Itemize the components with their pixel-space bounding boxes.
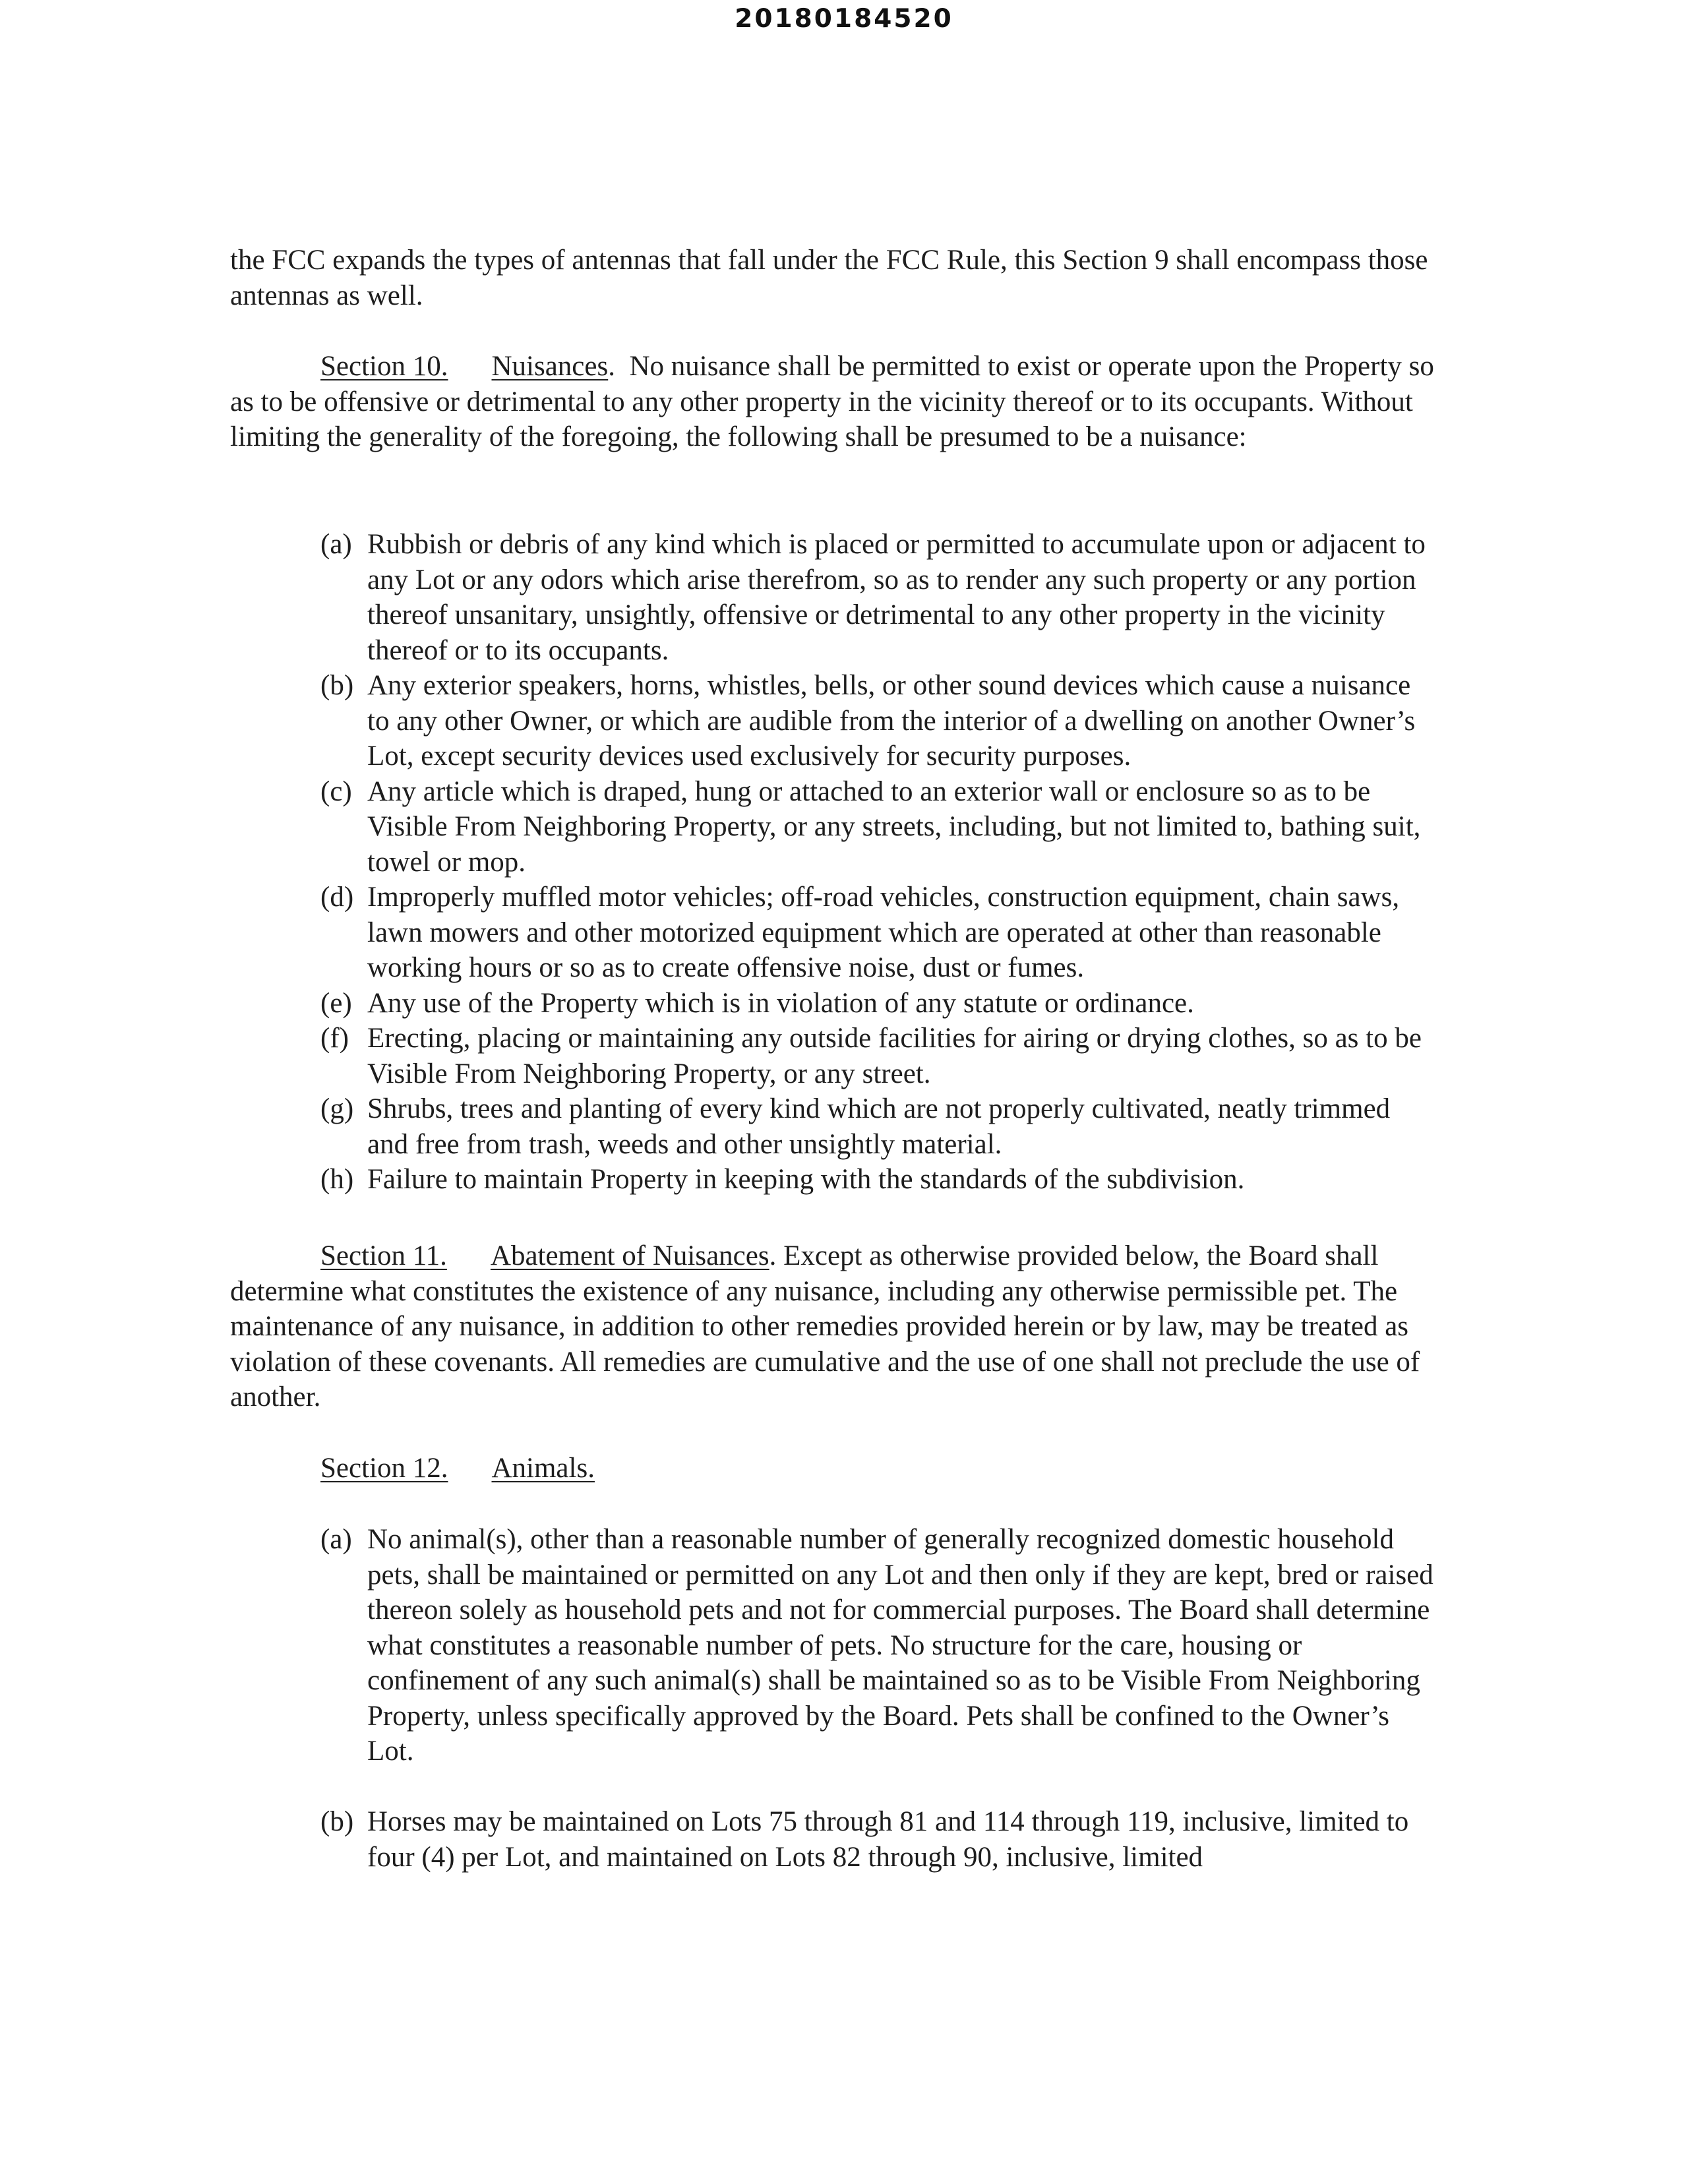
section-11	[230, 1238, 1437, 1415]
section-10	[230, 349, 1437, 455]
section-10-list	[230, 527, 1437, 1198]
list-item: (a) No animal(s), other than a reasonable number of generally recognized domestic household pets, shall be maintained or permitted on any Lot and then only if they are kept, bred or raised thereon solely as household pets and not for commercial purposes. The Board shall determine what constitutes a reasonable number of pets. No structure for the care, housing or confinement of any such animal(s) shall be maintained so as to be Visible From Neighboring Property, unless specifically approved by the Board. Pets shall be confined to the Owner’s Lot.	[320, 1524, 1433, 1767]
list-item: (a) Rubbish or debris of any kind which is placed or permitted to accumulate upon or adjacent to any Lot or any odors which arise therefrom, so as to render any such property or any portion thereof unsanitary, unsightly, offensive or detrimental to any other property in the vicinity thereof or to its occupants.	[320, 529, 1426, 666]
section-12-number: Section 12.	[320, 1453, 448, 1484]
section-12-heading	[230, 1451, 1437, 1486]
list-item: (b) Any exterior speakers, horns, whistles, bells, or other sound devices which cause a nuisance to any other Owner, or which are audible from the interior of a dwelling on another Owner’s Lot, except security devices used exclusively for security purposes.	[320, 670, 1416, 772]
list-item: (f) Erecting, placing or maintaining any outside facilities for airing or drying clothes, so as to be Visible From Neighboring Property, or any street.	[320, 1023, 1422, 1089]
document-number: 20180184520	[735, 4, 953, 34]
list-item: (d) Improperly muffled motor vehicles; off-road vehicles, construction equipment, chain saws, lawn mowers and other motorized equipment which are operated at other than reasonable working hours or so as to create offensive noise, dust or fumes.	[320, 882, 1400, 983]
section-12	[230, 1451, 1437, 1486]
section-10-title: Nuisances	[491, 351, 609, 382]
continuation-text: the FCC expands the types of antennas that fall under the FCC Rule, this Section 9 shall encompass those antennas as well.	[230, 245, 1428, 311]
list-item: (c) Any article which is draped, hung or attached to an exterior wall or enclosure so as to be Visible From Neighboring Property, or any streets, including, but not limited to, bathing suit, towel or mop.	[320, 775, 1421, 878]
section-12-list	[230, 1522, 1437, 1875]
continuation-paragraph	[230, 243, 1437, 313]
list-item: (h) Failure to maintain Property in keeping with the standards of the subdivision.	[320, 1164, 1245, 1195]
section-10-number: Section 10.	[320, 351, 448, 382]
section-11-body: Except as otherwise provided below, the Board shall determine what constitutes the existence of any nuisance, including any otherwise permissible pet. The maintenance of any nuisance, in addition to other remedies provided herein or by law, may be treated as violation of these covenants. All remedies are cumulative and the use of one shall not preclude the use of another.	[230, 1240, 1420, 1412]
section-12-title: Animals.	[491, 1453, 595, 1484]
list-item: (b) Horses may be maintained on Lots 75 through 81 and 114 through 119, inclusive, limited to four (4) per Lot, and maintained on Lots 82 through 90, inclusive, limited	[320, 1806, 1409, 1873]
section-11-paragraph: Section 11. Abatement of Nuisances. Except as otherwise provided below, the Board shall determine what constitutes the existence of any nuisance, including any otherwise permissible pet. The maintenance of any nuisance, in addition to other remedies provided herein or by law, may be treated as violation of these covenants. All remedies are cumulative and the use of one shall not preclude the use of another.	[230, 1240, 1420, 1412]
section-10-body: No nuisance shall be permitted to exist or operate upon the Property so as to be offensive or detrimental to any other property in the vicinity thereof or to its occupants. Without limiting the generality of the foregoing, the following shall be presumed to be a nuisance:	[230, 351, 1434, 452]
list-item: (e) Any use of the Property which is in violation of any statute or ordinance.	[320, 987, 1194, 1019]
section-11-number: Section 11.	[320, 1240, 447, 1271]
section-10-paragraph: Section 10. Nuisances. No nuisance shall be permitted to exist or operate upon the Property so as to be offensive or detrimental to any other property in the vicinity thereof or to its occupants. Without limiting the generality of the foregoing, the following shall be presumed to be a nuisance:	[230, 351, 1434, 452]
list-item: (g) Shrubs, trees and planting of every kind which are not properly cultivated, neatly trimmed and free from trash, weeds and other unsightly material.	[320, 1093, 1391, 1160]
section-11-title: Abatement of Nuisances	[490, 1240, 769, 1271]
